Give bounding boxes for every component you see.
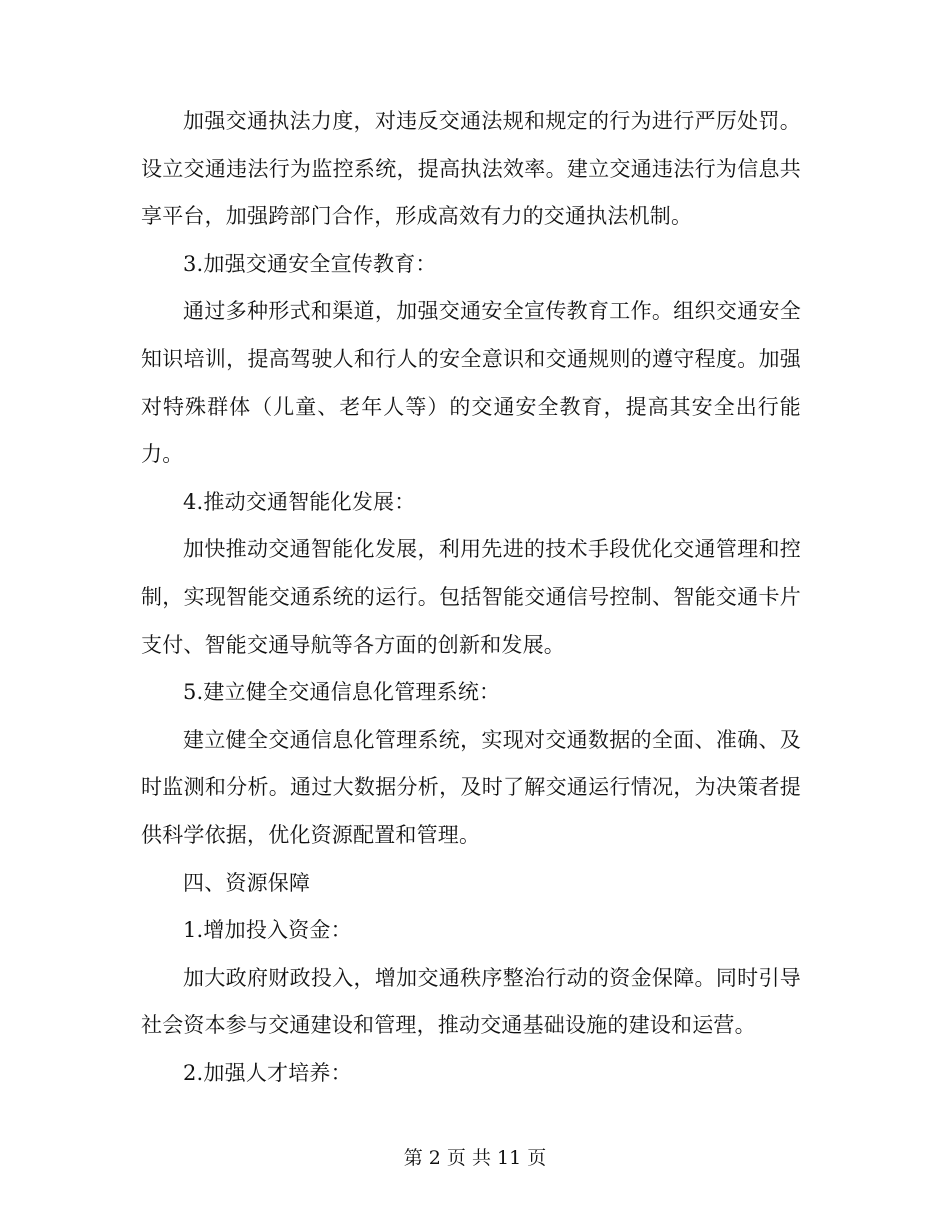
paragraph-information-system: 建立健全交通信息化管理系统，实现对交通数据的全面、准确、及时监测和分析。通过大数据分析，及时了解交通运行情况，为决策者提供科学依据，优化资源配置和管理。 — [141, 727, 801, 847]
paragraph-safety-education: 通过多种形式和渠道，加强交通安全宣传教育工作。组织交通安全知识培训，提高驾驶人和行人的安全意识和交通规则的遵守程度。加强对特殊群体（儿童、老年人等）的交通安全教育，提高其安全出行能力。 — [141, 299, 801, 467]
paragraph-intelligent-traffic: 加快推动交通智能化发展，利用先进的技术手段优化交通管理和控制，实现智能交通系统的运行。包括智能交通信号控制、智能交通卡片支付、智能交通导航等各方面的创新和发展。 — [141, 537, 801, 657]
document-body — [141, 98, 801, 1097]
heading-talent-training: 2.加强人才培养： — [183, 1060, 352, 1085]
section-title-resources: 四、资源保障 — [183, 870, 311, 895]
heading-intelligent-traffic: 4.推动交通智能化发展： — [183, 489, 416, 514]
paragraph-enforcement: 加强交通执法力度，对违反交通法规和规定的行为进行严厉处罚。设立交通违法行为监控系统，提高执法效率。建立交通违法行为信息共享平台，加强跨部门合作，形成高效有力的交通执法机制。 — [141, 109, 801, 229]
paragraph-funding: 加大政府财政投入，增加交通秩序整治行动的资金保障。同时引导社会资本参与交通建设和管理，推动交通基础设施的建设和运营。 — [141, 965, 801, 1038]
heading-information-system: 5.建立健全交通信息化管理系统： — [183, 680, 501, 705]
page-number-label: 第 2 页 共 11 页 — [403, 1147, 547, 1169]
page-footer — [0, 1143, 950, 1173]
heading-funding: 1.增加投入资金： — [183, 918, 352, 943]
heading-safety-education: 3.加强交通安全宣传教育： — [183, 251, 437, 276]
